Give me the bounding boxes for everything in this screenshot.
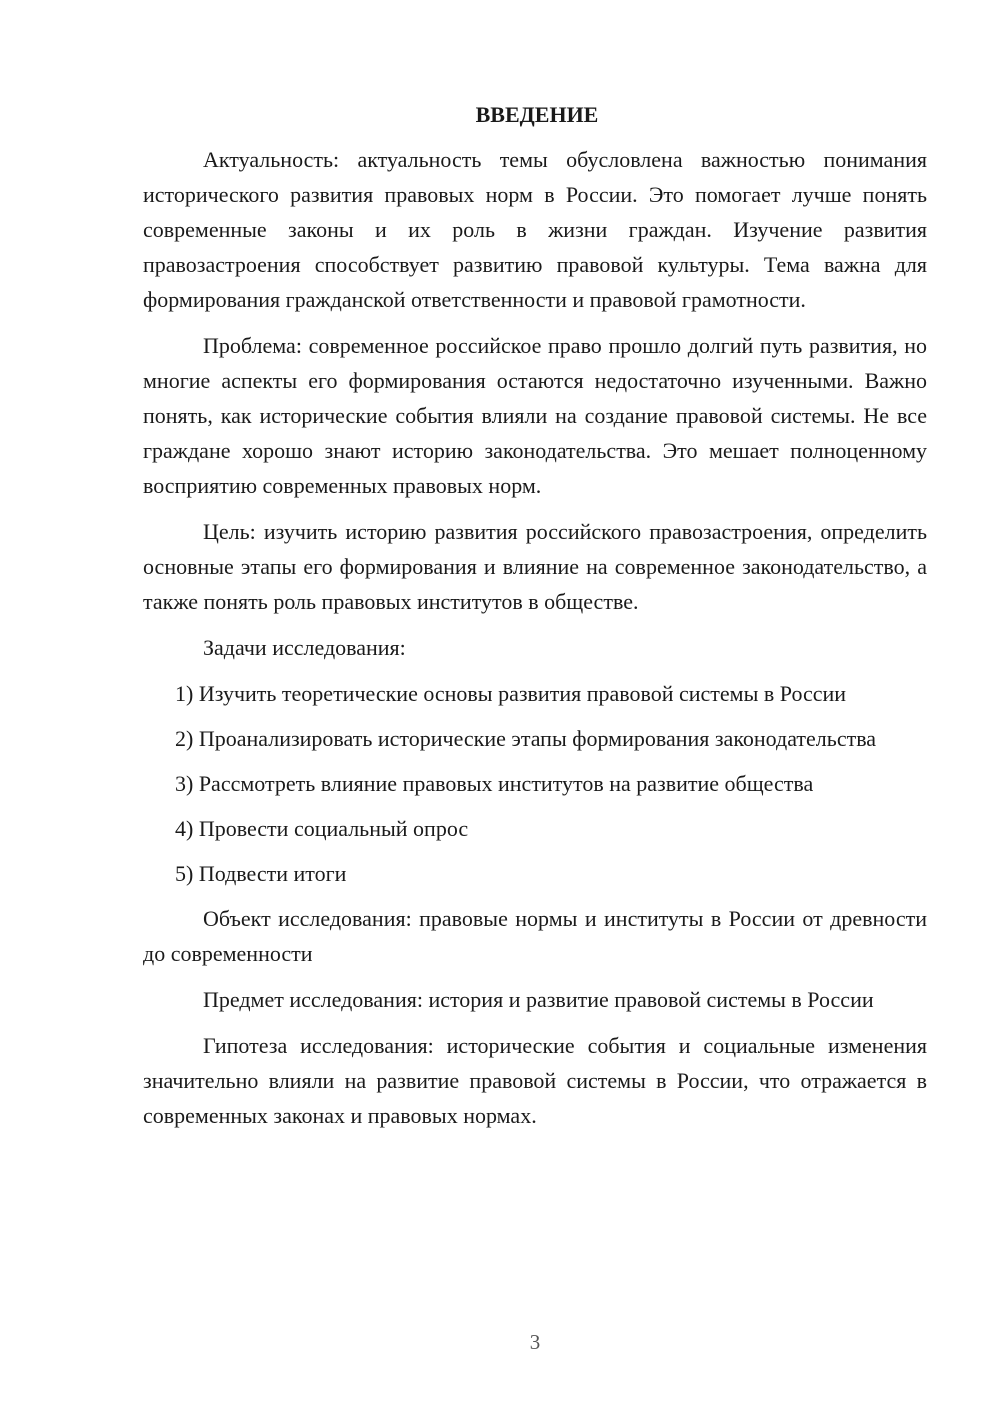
tasks-heading: Задачи исследования:	[203, 635, 406, 660]
tasks-list	[143, 676, 927, 891]
task-item: 3) Рассмотреть влияние правовых институтов на развитие общества	[175, 771, 814, 796]
page-content	[143, 97, 927, 1144]
paragraph-hypothesis: Гипотеза исследования: исторические события и социальные изменения значительно влияли на развитие правовой системы в России, что отражается в современных законах и правовых нормах.	[143, 1033, 927, 1128]
page-number: 3	[529, 1330, 541, 1354]
paragraph-relevance: Актуальность: актуальность темы обусловлена важностью понимания исторического развития правовых норм в России. Это помогает лучше понять современные законы и их роль в жизни граждан. Изучение развития правозастроения способствует развитию правовой культуры. Тема важна для формирования гражданской ответственности и правовой грамотности.	[143, 147, 927, 312]
task-item: 4) Провести социальный опрос	[175, 816, 469, 841]
task-item: 5) Подвести итоги	[175, 861, 347, 886]
paragraph-subject: Предмет исследования: история и развитие правовой системы в России	[203, 987, 874, 1012]
task-item: 1) Изучить теоретические основы развития правовой системы в России	[175, 681, 847, 706]
paragraph-object: Объект исследования: правовые нормы и институты в России от древности до современности	[143, 906, 927, 966]
page-title: ВВЕДЕНИЕ	[475, 102, 599, 127]
paragraph-goal: Цель: изучить историю развития российского правозастроения, определить основные этапы его формирования и влияние на современное законодательство, а также понять роль правовых институтов в обществе.	[143, 519, 927, 614]
task-item: 2) Проанализировать исторические этапы формирования законодательства	[175, 726, 877, 751]
paragraph-problem: Проблема: современное российское право прошло долгий путь развития, но многие аспекты его формирования остаются недостаточно изученными. Важно понять, как исторические события влияли на создание правовой системы. Не все граждане хорошо знают историю законодательства. Это мешает полноценному восприятию современных правовых норм.	[143, 333, 927, 498]
